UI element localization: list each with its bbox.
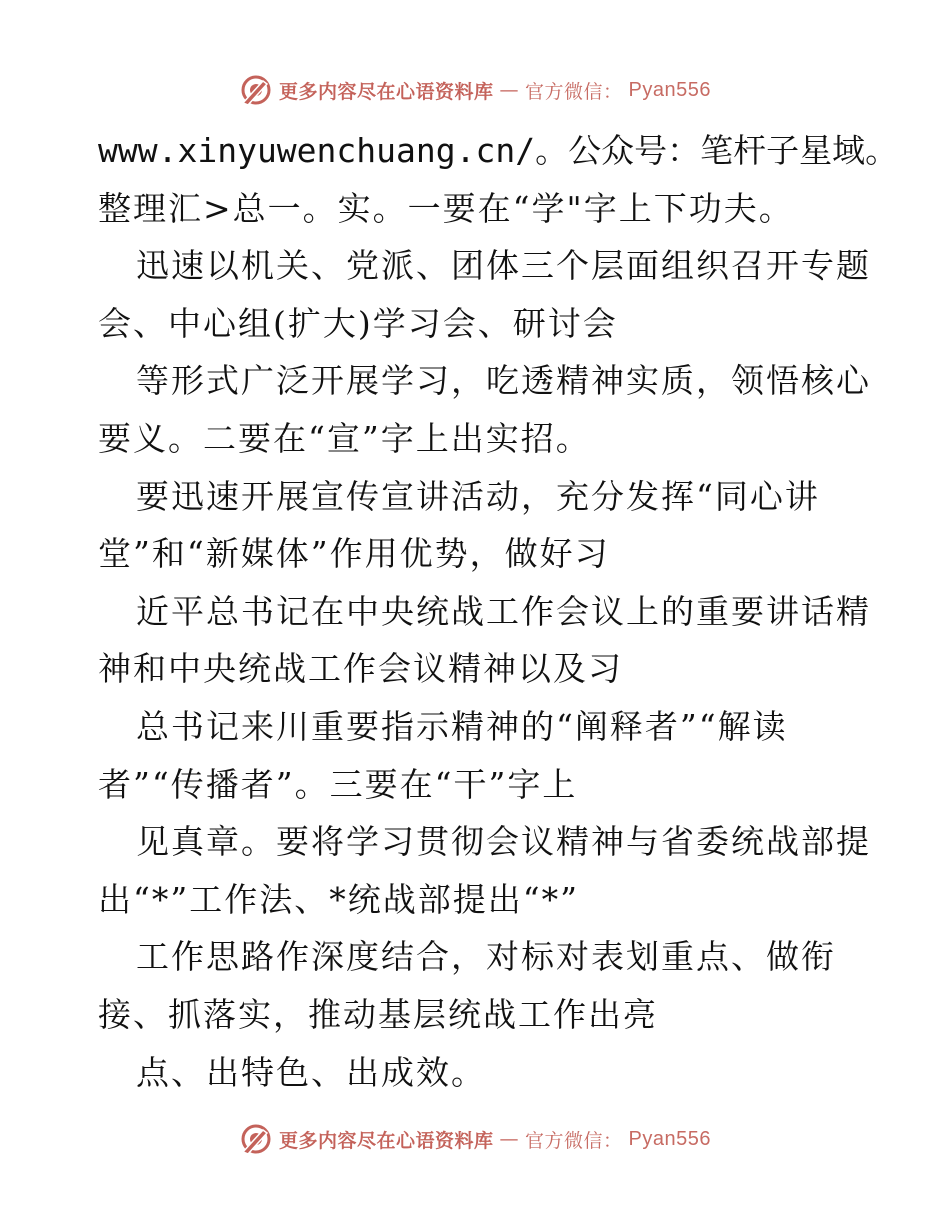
footer-watermark (0, 1119, 950, 1159)
text-line-15: 工作思路作深度结合，对标对表划重点、做衔 (136, 937, 836, 977)
header-wechat-id: Pyan556 (628, 78, 711, 101)
text-line-1: www.xinyuwenchuang.cn/。公众号：笔杆子星域。 (98, 131, 899, 170)
text-line-7: 要迅速开展宣传宣讲活动，充分发挥“同心讲 (136, 476, 820, 516)
text-line-8: 堂”和“新媒体”作用优势，做好习 (98, 534, 610, 574)
footer-wechat-label: 官方微信： (525, 1129, 623, 1152)
footer-text: 更多内容尽在心语资料库 (279, 1129, 494, 1152)
text-line-5: 等形式广泛开展学习，吃透精神实质，领悟核心 (136, 361, 871, 401)
header-text: 更多内容尽在心语资料库 (279, 80, 494, 103)
text-line-9: 近平总书记在中央统战工作会议上的重要讲话精 (136, 591, 871, 631)
footer-dash: — (499, 1128, 520, 1150)
body-text (98, 122, 899, 1101)
text-line-3: 迅速以机关、党派、团体三个层面组织召开专题 (136, 246, 871, 286)
pen-logo-icon (239, 1122, 273, 1156)
text-line-12: 者”“传播者”。三要在“干”字上 (98, 764, 578, 804)
text-line-16: 接、抓落实，推动基层统战工作出亮 (98, 994, 658, 1034)
header-dash: — (499, 79, 520, 101)
text-line-6: 要义。二要在“宣”字上出实招。 (98, 418, 591, 458)
text-line-11: 总书记来川重要指示精神的“阐释者”“解读 (136, 706, 788, 746)
header-watermark (0, 70, 950, 110)
text-line-2: 整理汇>总一。实。一要在“学"字上下功夫。 (98, 188, 794, 228)
footer-wechat-id: Pyan556 (628, 1127, 711, 1150)
text-line-10: 神和中央统战工作会议精神以及习 (98, 649, 623, 689)
header-wechat-label: 官方微信： (525, 80, 623, 103)
text-line-17: 点、出特色、出成效。 (136, 1052, 486, 1092)
text-line-14: 出“*”工作法、*统战部提出“*” (98, 879, 579, 919)
text-line-13: 见真章。要将学习贯彻会议精神与省委统战部提 (136, 822, 871, 862)
pen-logo-icon (239, 73, 273, 107)
text-line-4: 会、中心组(扩大)学习会、研讨会 (98, 303, 618, 343)
